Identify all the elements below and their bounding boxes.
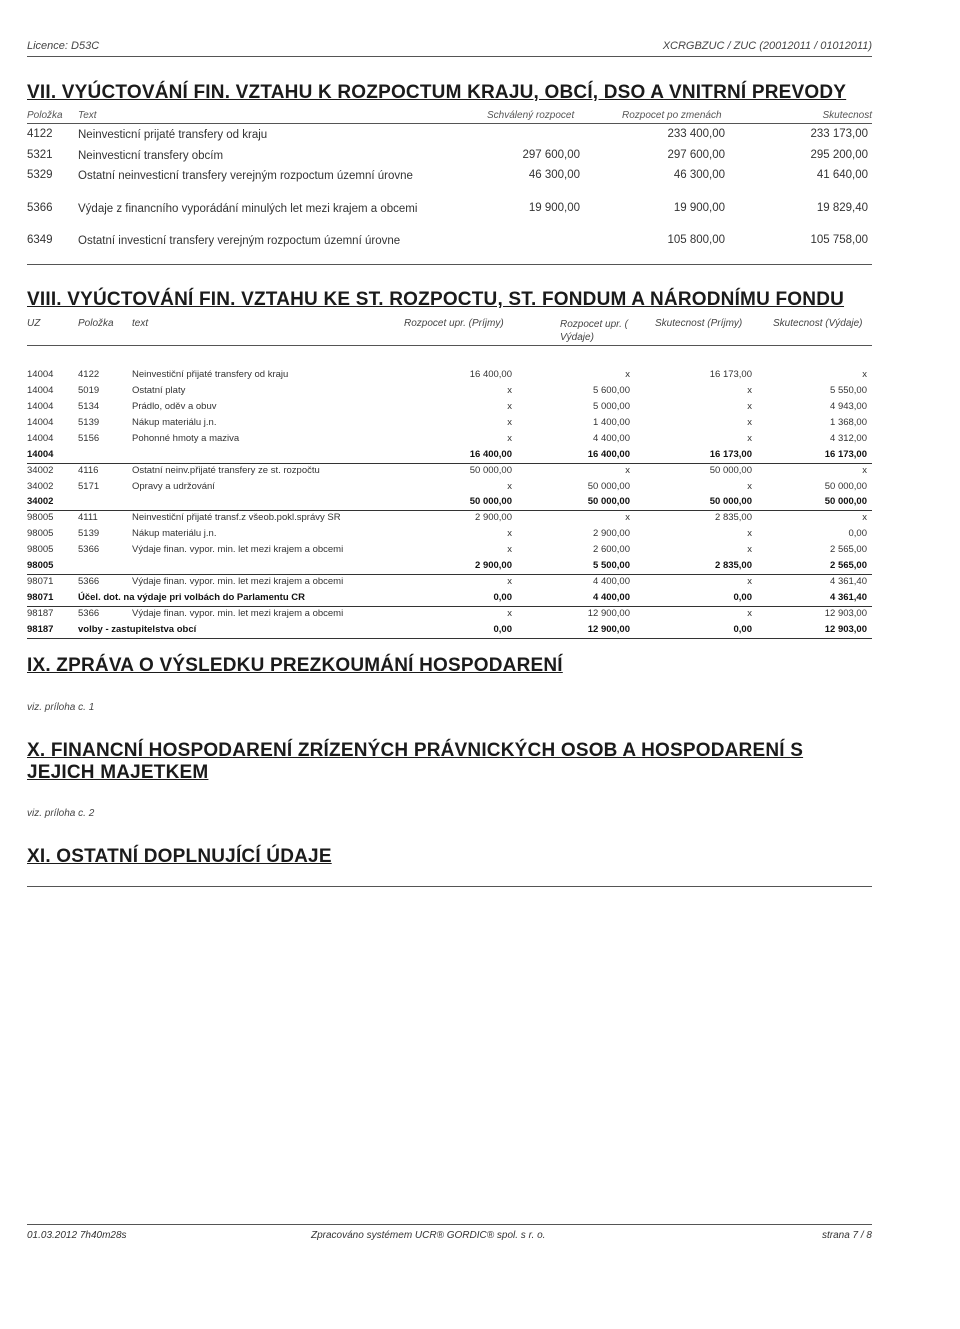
- row-uz: 14004: [27, 401, 54, 412]
- row-polozka: 5139: [78, 417, 100, 428]
- row-rozpocet-prijmy: x: [507, 608, 512, 619]
- col-rozpocet-vydaje: Rozpocet upr. ( Výdaje): [560, 319, 628, 343]
- subtotal-rule: [27, 463, 872, 464]
- row-text: Ostatní neinvesticní transfery verejným rozpoctum územní úrovne: [78, 170, 413, 182]
- row-uz: 14004: [27, 385, 54, 396]
- row-uz: 98005: [27, 560, 54, 571]
- col-skutecnost-vydaje: Skutecnost (Výdaje): [773, 318, 863, 329]
- row-rozpocet-vydaje: 4 400,00: [593, 592, 630, 603]
- row-skutecnost-vydaje: 5 550,00: [830, 385, 867, 396]
- row-uz: 34002: [27, 496, 54, 507]
- row-skutecnost-vydaje: x: [862, 369, 867, 380]
- row-skutecnost-prijmy: 50 000,00: [709, 465, 752, 476]
- row-skutecnost-prijmy: 16 173,00: [709, 449, 752, 460]
- section-10-note: viz. príloha c. 2: [27, 808, 95, 819]
- row-skutecnost-prijmy: x: [747, 417, 752, 428]
- row-uz: 98005: [27, 512, 54, 523]
- row-skutecnost-vydaje: 16 173,00: [824, 449, 867, 460]
- row-uz: 98187: [27, 608, 54, 619]
- row-text: Ostatní platy: [132, 385, 186, 396]
- row-text: Opravy a udržování: [132, 481, 215, 492]
- row-skutecnost: 19 829,40: [816, 202, 868, 214]
- subtotal-rule: [27, 606, 872, 607]
- row-schvaleny: 46 300,00: [528, 169, 580, 181]
- row-skutecnost-prijmy: x: [747, 608, 752, 619]
- row-rozpocet-vydaje: 16 400,00: [587, 449, 630, 460]
- row-rozpocet-vydaje: x: [625, 369, 630, 380]
- col-text: Text: [78, 110, 97, 121]
- col-uz: UZ: [27, 318, 41, 329]
- row-skutecnost-vydaje: 50 000,00: [824, 496, 867, 507]
- footer-rule: [27, 1224, 872, 1225]
- row-rozpocet-prijmy: x: [507, 385, 512, 396]
- row-skutecnost-prijmy: x: [747, 528, 752, 539]
- col-skutecnost: Skutecnost: [822, 110, 872, 121]
- footer-page: strana 7 / 8: [821, 1230, 872, 1241]
- subtotal-rule: [27, 510, 872, 511]
- row-rozpocet-prijmy: 0,00: [493, 592, 512, 603]
- row-polozka: 4116: [78, 465, 99, 476]
- row-rozpocet-prijmy: 0,00: [493, 624, 512, 635]
- row-text: Výdaje finan. vypor. min. let mezi krajem a obcemi: [132, 544, 344, 555]
- subtotal-rule: [27, 574, 872, 575]
- row-rozpocet-vydaje: 5 000,00: [593, 401, 630, 412]
- row-rozpocet-prijmy: 2 900,00: [475, 560, 512, 571]
- row-rozpocet-vydaje: 4 400,00: [593, 576, 630, 587]
- row-rozpocet-prijmy: 16 400,00: [469, 449, 512, 460]
- row-text: Neinvesticní transfery obcím: [78, 150, 224, 162]
- row-rozpocet-prijmy: x: [507, 576, 512, 587]
- row-skutecnost-vydaje: 12 903,00: [824, 608, 867, 619]
- row-uz: 14004: [27, 449, 54, 460]
- row-polozka: 4122: [78, 369, 100, 380]
- row-skutecnost-prijmy: x: [747, 544, 752, 555]
- row-rozpocet-vydaje: 12 900,00: [587, 624, 630, 635]
- row-skutecnost: 105 758,00: [810, 234, 868, 246]
- row-polozka: 5134: [78, 401, 100, 412]
- row-rozpocet-vydaje: 2 600,00: [593, 544, 630, 555]
- row-skutecnost-vydaje: 50 000,00: [824, 481, 867, 492]
- row-rozpocet-vydaje: x: [625, 465, 630, 476]
- col-text: text: [132, 318, 149, 329]
- row-skutecnost-prijmy: x: [747, 401, 752, 412]
- row-uz: 98005: [27, 544, 54, 555]
- row-skutecnost-prijmy: 50 000,00: [709, 496, 752, 507]
- row-polozka: 5366: [27, 202, 53, 214]
- section-9-title: IX. ZPRÁVA O VÝSLEDKU PREZKOUMÁNÍ HOSPODARENÍ: [27, 655, 563, 676]
- col-polozka: Položka: [27, 110, 63, 121]
- row-polozka: 4111: [78, 512, 98, 523]
- row-skutecnost-prijmy: 0,00: [733, 624, 752, 635]
- row-rozpocet-prijmy: x: [507, 544, 512, 555]
- row-skutecnost-prijmy: x: [747, 433, 752, 444]
- row-skutecnost-vydaje: 12 903,00: [824, 624, 867, 635]
- s11-rule: [27, 886, 872, 887]
- row-text: Neinvestiční přijaté transfery od kraju: [132, 369, 289, 380]
- row-schvaleny: 297 600,00: [522, 149, 580, 161]
- row-skutecnost-vydaje: x: [862, 465, 867, 476]
- section-7-title: VII. VYÚCTOVÁNÍ FIN. VZTAHU K ROZPOCTUM KRAJU, OBCÍ, DSO A VNITRNÍ PREVODY: [27, 82, 847, 103]
- row-skutecnost-prijmy: 2 835,00: [715, 512, 752, 523]
- row-skutecnost-prijmy: 2 835,00: [715, 560, 752, 571]
- row-po-zmenach: 19 900,00: [673, 202, 725, 214]
- row-po-zmenach: 46 300,00: [673, 169, 725, 181]
- row-skutecnost: 233 173,00: [810, 128, 868, 140]
- row-skutecnost-vydaje: 4 361,40: [830, 576, 867, 587]
- row-uz: 98071: [27, 592, 54, 603]
- row-uz: 34002: [27, 481, 54, 492]
- row-polozka: Účel. dot. na výdaje pri volbách do Parlamentu CR: [78, 592, 305, 603]
- row-rozpocet-vydaje: 5 500,00: [593, 560, 630, 571]
- row-rozpocet-prijmy: x: [507, 417, 512, 428]
- row-rozpocet-prijmy: 50 000,00: [469, 465, 512, 476]
- col-polozka: Položka: [78, 318, 114, 329]
- row-text: Výdaje finan. vypor. min. let mezi krajem a obcemi: [132, 608, 344, 619]
- col-schvaleny: Schválený rozpocet: [487, 110, 575, 121]
- subtotal-rule: [27, 638, 872, 639]
- row-rozpocet-prijmy: x: [507, 401, 512, 412]
- row-polozka: 5156: [78, 433, 100, 444]
- row-po-zmenach: 297 600,00: [667, 149, 725, 161]
- license-label: Licence: D53C: [27, 40, 100, 52]
- row-skutecnost-vydaje: 4 943,00: [830, 401, 867, 412]
- row-po-zmenach: 105 800,00: [667, 234, 725, 246]
- row-rozpocet-prijmy: x: [507, 481, 512, 492]
- row-rozpocet-vydaje: 50 000,00: [587, 496, 630, 507]
- header-rule: [27, 56, 872, 57]
- col-skutecnost-prijmy: Skutecnost (Príjmy): [655, 318, 743, 329]
- row-uz: 14004: [27, 369, 54, 380]
- row-text: Pohonné hmoty a maziva: [132, 433, 240, 444]
- row-uz: 34002: [27, 465, 54, 476]
- row-text: Prádlo, oděv a obuv: [132, 401, 217, 412]
- row-uz: 98005: [27, 528, 54, 539]
- col-rozpocet-prijmy: Rozpocet upr. (Príjmy): [404, 318, 504, 329]
- s7-bottom-rule: [27, 264, 872, 265]
- row-polozka: 5139: [78, 528, 100, 539]
- section-8-title: VIII. VYÚCTOVÁNÍ FIN. VZTAHU KE ST. ROZPOCTU, ST. FONDUM A NÁRODNÍMU FONDU: [27, 289, 845, 310]
- row-skutecnost-vydaje: 2 565,00: [830, 544, 867, 555]
- row-po-zmenach: 233 400,00: [667, 128, 725, 140]
- row-skutecnost-vydaje: x: [862, 512, 867, 523]
- row-skutecnost-vydaje: 4 361,40: [830, 592, 867, 603]
- row-text: Výdaje finan. vypor. min. let mezi krajem a obcemi: [132, 576, 344, 587]
- row-skutecnost-prijmy: 16 173,00: [709, 369, 752, 380]
- row-uz: 14004: [27, 433, 54, 444]
- row-text: Nákup materiálu j.n.: [132, 417, 217, 428]
- row-text: Nákup materiálu j.n.: [132, 528, 217, 539]
- row-rozpocet-vydaje: 50 000,00: [587, 481, 630, 492]
- s8-header-rule: [27, 345, 872, 346]
- row-skutecnost-prijmy: x: [747, 481, 752, 492]
- row-rozpocet-prijmy: x: [507, 433, 512, 444]
- row-uz: 98071: [27, 576, 54, 587]
- row-skutecnost-prijmy: 0,00: [733, 592, 752, 603]
- footer-system: Zpracováno systémem UCR® GORDIC® spol. s r. o.: [311, 1230, 546, 1241]
- row-rozpocet-prijmy: 50 000,00: [469, 496, 512, 507]
- row-rozpocet-vydaje: 2 900,00: [593, 528, 630, 539]
- row-rozpocet-vydaje: 5 600,00: [593, 385, 630, 396]
- row-polozka: volby - zastupitelstva obcí: [78, 624, 197, 635]
- row-text: Neinvesticní prijaté transfery od kraju: [78, 129, 268, 141]
- section-10-title-line2: JEJICH MAJETKEM: [27, 762, 209, 783]
- row-polozka: 5171: [78, 481, 100, 492]
- row-rozpocet-prijmy: 2 900,00: [475, 512, 512, 523]
- row-uz: 14004: [27, 417, 54, 428]
- section-10-title-line1: X. FINANCNÍ HOSPODARENÍ ZRÍZENÝCH PRÁVNICKÝCH OSOB A HOSPODARENÍ S: [27, 740, 804, 761]
- row-schvaleny: 19 900,00: [528, 202, 580, 214]
- row-skutecnost: 295 200,00: [810, 149, 868, 161]
- row-rozpocet-prijmy: 16 400,00: [469, 369, 512, 380]
- row-polozka: 5329: [27, 169, 53, 181]
- row-text: Neinvestiční přijaté transf.z všeob.pokl.správy SR: [132, 512, 341, 523]
- row-uz: 98187: [27, 624, 54, 635]
- row-text: Ostatní investicní transfery verejným rozpoctum územní úrovne: [78, 235, 401, 247]
- row-skutecnost-prijmy: x: [747, 385, 752, 396]
- row-polozka: 6349: [27, 234, 53, 246]
- row-rozpocet-prijmy: x: [507, 528, 512, 539]
- col-rozpocet-po-zmenach: Rozpocet po zmenách: [622, 110, 722, 121]
- row-skutecnost-vydaje: 2 565,00: [830, 560, 867, 571]
- row-skutecnost-prijmy: x: [747, 576, 752, 587]
- row-polozka: 5019: [78, 385, 100, 396]
- report-code: XCRGBZUC / ZUC (20012011 / 01012011): [662, 40, 872, 52]
- row-polozka: 5321: [27, 149, 53, 161]
- row-rozpocet-vydaje: x: [625, 512, 630, 523]
- row-text: Ostatní neinv.přijaté transfery ze st. rozpočtu: [132, 465, 320, 476]
- row-skutecnost-vydaje: 0,00: [848, 528, 867, 539]
- s7-header-rule: [27, 123, 872, 124]
- row-polozka: 5366: [78, 576, 100, 587]
- section-9-note: viz. príloha c. 1: [27, 702, 95, 713]
- row-skutecnost-vydaje: 1 368,00: [830, 417, 867, 428]
- row-skutecnost-vydaje: 4 312,00: [830, 433, 867, 444]
- row-polozka: 4122: [27, 128, 53, 140]
- row-text: Výdaje z financního vyporádání minulých let mezi krajem a obcemi: [78, 203, 418, 215]
- footer-timestamp: 01.03.2012 7h40m28s: [27, 1230, 127, 1241]
- row-skutecnost: 41 640,00: [816, 169, 868, 181]
- row-rozpocet-vydaje: 4 400,00: [593, 433, 630, 444]
- section-11-title: XI. OSTATNÍ DOPLNUJÍCÍ ÚDAJE: [27, 846, 332, 867]
- row-polozka: 5366: [78, 544, 100, 555]
- row-rozpocet-vydaje: 1 400,00: [593, 417, 630, 428]
- row-rozpocet-vydaje: 12 900,00: [587, 608, 630, 619]
- row-polozka: 5366: [78, 608, 100, 619]
